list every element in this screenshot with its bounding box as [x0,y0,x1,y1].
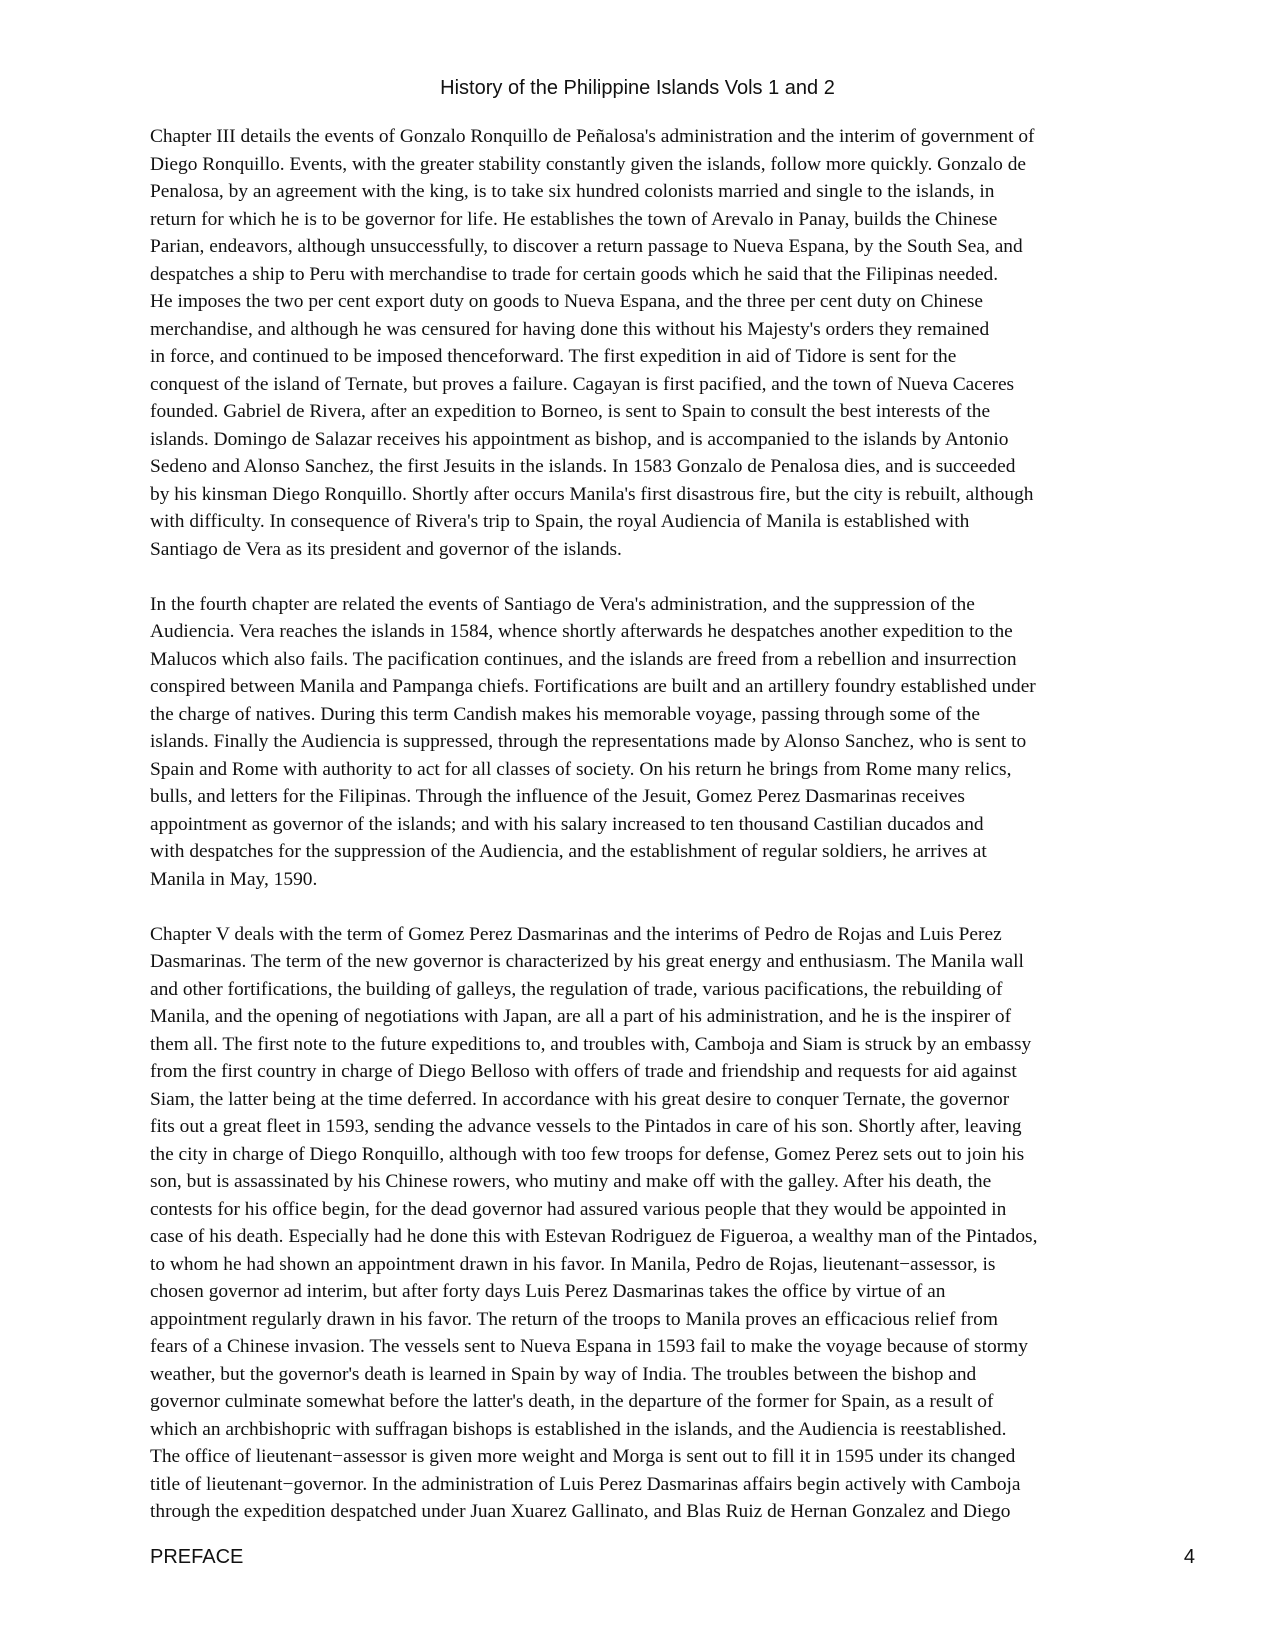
text-line: them all. The first note to the future expeditions to, and troubles with, Camboja and Siam is struck by an embassy [150,1033,1032,1055]
text-line: in force, and continued to be imposed thenceforward. The first expedition in aid of Tidore is sent for the [150,346,957,367]
text-line: Manila, and the opening of negotiations with Japan, are all a part of his administration, and he is the inspirer of [150,1006,1012,1027]
text-line: which an archbishopric with suffragan bishops is established in the islands, and the Audiencia is reestablished. [150,1418,1007,1440]
text-line: appointment as governor of the islands; and with his salary increased to ten thousand Castilian ducados and [150,813,984,835]
text-line: with difficulty. In consequence of Rivera's trip to Spain, the royal Audiencia of Manila is established with [150,511,970,532]
footer-section-label: PREFACE [150,1546,244,1568]
text-line: Dasmarinas. The term of the new governor is characterized by his great energy and enthusiasm. The Manila wall [150,951,1024,972]
text-line: the charge of natives. During this term Candish makes his memorable voyage, passing through some of the [150,703,981,725]
text-line: Spain and Rome with authority to act for all classes of society. On his return he brings from Rome many relics, [150,758,1012,780]
paragraph [150,921,1200,1526]
text-line: Manila in May, 1590. [150,868,318,890]
text-line: islands. Finally the Audiencia is suppressed, through the representations made by Alonso Sanchez, who is sent to [150,731,1027,752]
paragraph [150,591,1200,894]
text-line: islands. Domingo de Salazar receives his appointment as bishop, and is accompanied to the islands by Antonio [150,428,1009,450]
text-line: Santiago de Vera as its president and governor of the islands. [150,538,622,560]
text-line: appointment regularly drawn in his favor. The return of the troops to Manila proves an efficacious relief from [150,1308,998,1330]
text-line: fits out a great fleet in 1593, sending the advance vessels to the Pintados in care of his son. Shortly after, leaving [150,1116,1022,1137]
text-line: bulls, and letters for the Filipinas. Through the influence of the Jesuit, Gomez Perez Dasmarinas receives [150,786,965,807]
text-line: Diego Ronquillo. Events, with the greater stability constantly given the islands, follow more quickly. Gonzalo de [150,153,1026,175]
text-line: and other fortifications, the building of galleys, the regulation of trade, various pacifications, the rebuilding of [150,978,1003,1000]
text-line: Chapter III details the events of Gonzalo Ronquillo de Peñalosa's administration and the interim of government of [150,126,1035,147]
text-line: son, but is assassinated by his Chinese rowers, who mutiny and make off with the galley. After his death, the [150,1171,992,1192]
text-line: founded. Gabriel de Rivera, after an expedition to Borneo, is sent to Spain to consult the best interests of the [150,401,991,422]
text-line: Siam, the latter being at the time deferred. In accordance with his great desire to conquer Ternate, the governor [150,1088,1010,1110]
text-line: despatches a ship to Peru with merchandise to trade for certain goods which he said that the Filipinas needed. [150,263,999,285]
text-line: case of his death. Especially had he done this with Estevan Rodriguez de Figueroa, a wealthy man of the Pintados, [150,1226,1038,1247]
text-line: from the first country in charge of Diego Belloso with offers of trade and friendship and requests for aid against [150,1061,1017,1082]
paragraph [150,123,1200,563]
text-line: Chapter V deals with the term of Gomez Perez Dasmarinas and the interims of Pedro de Rojas and Luis Perez [150,923,1002,945]
text-line: Malucos which also fails. The pacification continues, and the islands are freed from a rebellion and insurrection [150,648,1017,670]
text-line: The office of lieutenant−assessor is given more weight and Morga is sent out to fill it in 1595 under its changed [150,1446,1016,1467]
text-line: merchandise, and although he was censured for having done this without his Majesty's orders they remained [150,318,990,340]
text-line: contests for his office begin, for the dead governor had assured various people that they would be appointed in [150,1198,1007,1220]
text-line: chosen governor ad interim, but after forty days Luis Perez Dasmarinas takes the office by virtue of an [150,1281,946,1302]
text-line: conquest of the island of Ternate, but proves a failure. Cagayan is first pacified, and the town of Nueva Caceres [150,373,1015,395]
text-line: by his kinsman Diego Ronquillo. Shortly after occurs Manila's first disastrous fire, but the city is rebuilt, although [150,483,1034,505]
page-header: History of the Philippine Islands Vols 1 and 2 [440,77,835,99]
text-line: the city in charge of Diego Ronquillo, although with too few troops for defense, Gomez Perez sets out to join his [150,1143,1025,1165]
text-line: Penalosa, by an agreement with the king, is to take six hundred colonists married and single to the islands, in [150,181,995,202]
text-line: with despatches for the suppression of the Audiencia, and the establishment of regular soldiers, he arrives at [150,841,987,862]
text-line: Sedeno and Alonso Sanchez, the first Jesuits in the islands. In 1583 Gonzalo de Penalosa dies, and is succeeded [150,456,1016,477]
text-line: In the fourth chapter are related the events of Santiago de Vera's administration, and the suppression of the [150,593,975,615]
text-line: conspired between Manila and Pampanga chiefs. Fortifications are built and an artillery foundry established under [150,676,1036,697]
text-line: Audiencia. Vera reaches the islands in 1584, whence shortly afterwards he despatches another expedition to the [150,621,1013,642]
text-line: weather, but the governor's death is learned in Spain by way of India. The troubles between the bishop and [150,1363,977,1385]
text-line: Parian, endeavors, although unsuccessfully, to discover a return passage to Nueva Espana, by the South Sea, and [150,236,1023,257]
text-line: He imposes the two per cent export duty on goods to Nueva Espana, and the three per cent duty on Chinese [150,291,984,312]
text-line: fears of a Chinese invasion. The vessels sent to Nueva Espana in 1593 fail to make the voyage because of stormy [150,1336,1028,1357]
document-body [150,123,1200,1526]
text-line: through the expedition despatched under Juan Xuarez Gallinato, and Blas Ruiz de Hernan Gonzalez and Diego [150,1501,1011,1522]
text-line: return for which he is to be governor for life. He establishes the town of Arevalo in Panay, builds the Chinese [150,208,998,230]
text-line: governor culminate somewhat before the latter's death, in the departure of the former for Spain, as a result of [150,1391,994,1412]
text-line: to whom he had shown an appointment drawn in his favor. In Manila, Pedro de Rojas, lieutenant−assessor, is [150,1253,996,1275]
text-line: title of lieutenant−governor. In the administration of Luis Perez Dasmarinas affairs begin actively with Camboja [150,1473,1021,1495]
page-number: 4 [1183,1546,1195,1568]
